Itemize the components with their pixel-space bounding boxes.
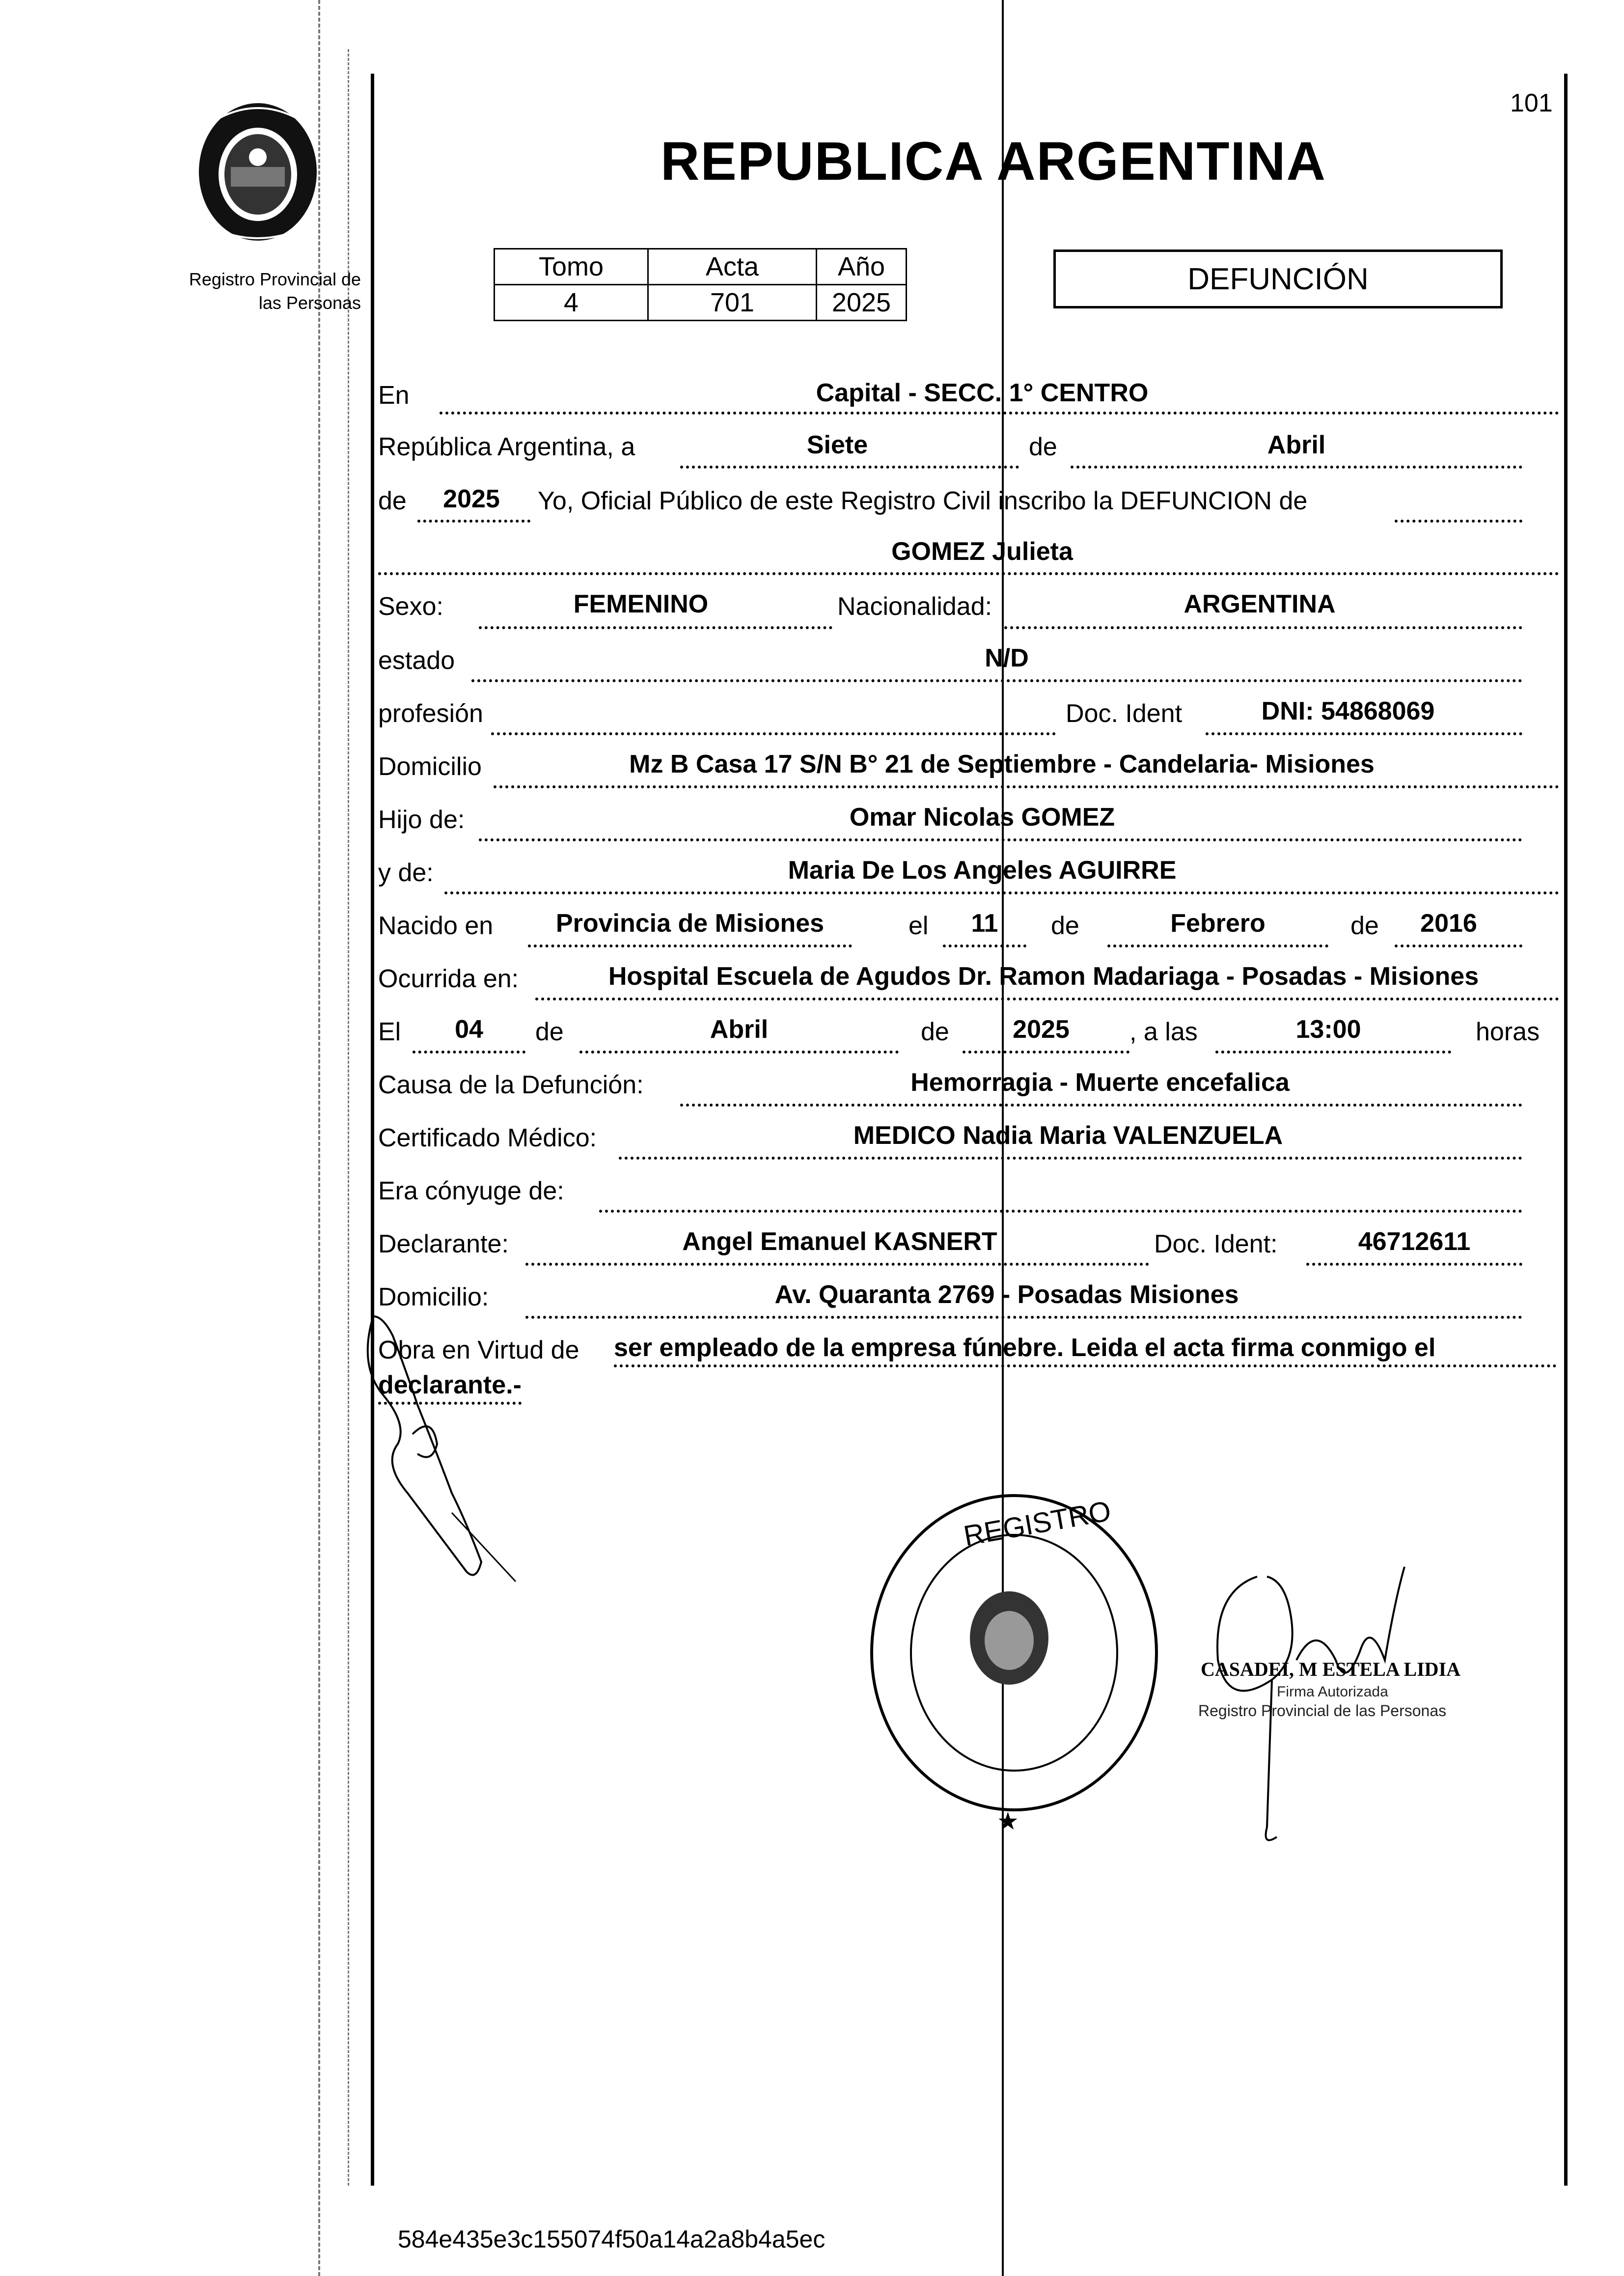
dotted-line xyxy=(525,1316,1522,1319)
obra-value: ser empleado de la empresa fúnebre. Leida el acta firma conmigo el xyxy=(614,1333,1557,1367)
declarante-label: Declarante: xyxy=(378,1230,509,1258)
document-type: DEFUNCIÓN xyxy=(1187,262,1369,296)
dotted-line xyxy=(599,1210,1522,1213)
profesion-label: profesión xyxy=(378,699,483,728)
en-label: En xyxy=(378,381,410,410)
sexo-label: Sexo: xyxy=(378,592,443,621)
conyuge-label: Era cónyuge de: xyxy=(378,1177,564,1205)
official-registry-seal xyxy=(862,1491,1166,1834)
dotted-line xyxy=(440,412,1559,415)
el-label: el xyxy=(908,912,929,940)
nacionalidad-value: ARGENTINA xyxy=(1184,590,1336,618)
dotted-line xyxy=(1395,944,1522,947)
causa-value: Hemorragia - Muerte encefalica xyxy=(910,1068,1290,1097)
republica-label: República Argentina, a xyxy=(378,433,635,461)
dotted-line xyxy=(494,785,1559,788)
domicilio-label: Domicilio xyxy=(378,752,482,781)
estado-value: N/D xyxy=(985,644,1029,672)
nac-mes: Febrero xyxy=(1170,909,1266,938)
page-left-border xyxy=(371,74,374,2186)
dotted-line xyxy=(413,1051,525,1054)
dotted-line xyxy=(579,1051,899,1054)
dotted-line xyxy=(1215,1051,1451,1054)
anio-header: Año xyxy=(817,249,907,285)
nacido-label: Nacido en xyxy=(378,912,494,940)
alas-label: , a las xyxy=(1129,1018,1198,1046)
domicilio-value: Mz B Casa 17 S/N B° 21 de Septiembre - Candelaria- Misiones xyxy=(629,750,1375,778)
de-label: de xyxy=(1029,433,1057,461)
dotted-line xyxy=(1206,732,1522,735)
dotted-line xyxy=(479,626,832,629)
tomo-header: Tomo xyxy=(495,249,648,285)
dotted-line xyxy=(525,1263,1149,1266)
domicilio2-label: Domicilio: xyxy=(378,1283,489,1311)
nac-anio: 2016 xyxy=(1420,909,1477,938)
nombre-value: GOMEZ Julieta xyxy=(891,537,1073,566)
dotted-line xyxy=(963,1051,1129,1054)
de3-label: de xyxy=(1051,912,1079,940)
margin-dashed-line xyxy=(318,0,320,2276)
declarante-signature xyxy=(354,1306,540,1591)
page-title: REPUBLICA ARGENTINA xyxy=(661,131,1326,192)
hijo-value: Omar Nicolas GOMEZ xyxy=(849,803,1115,832)
yde-value: Maria De Los Angeles AGUIRRE xyxy=(788,856,1177,885)
dotted-line xyxy=(1071,466,1522,469)
en-value: Capital - SECC. 1° CENTRO xyxy=(816,379,1149,407)
ocurrida-label: Ocurrida en: xyxy=(378,965,519,993)
obra-value-2: declarante.- xyxy=(378,1370,522,1405)
dotted-line xyxy=(491,732,1056,735)
dotted-line xyxy=(417,520,530,523)
margin-dashed-line-2 xyxy=(348,49,349,2186)
anio-value: 2025 xyxy=(817,285,907,321)
nacionalidad-label: Nacionalidad: xyxy=(837,592,992,621)
mes-value: Abril xyxy=(1267,431,1326,459)
dotted-line xyxy=(378,572,1559,575)
document-hash: 584e435e3c155074f50a14a2a8b4a5ec xyxy=(398,2225,826,2253)
signatory-name: CASADEI, M ESTELA LIDIA xyxy=(1201,1658,1461,1680)
doc-label: Doc. Ident xyxy=(1066,699,1183,728)
hijo-label: Hijo de: xyxy=(378,805,465,834)
sexo-value: FEMENINO xyxy=(573,590,709,618)
de6-label: de xyxy=(921,1018,949,1046)
misiones-coat-of-arms-logo xyxy=(184,93,331,246)
oc-dia: 04 xyxy=(455,1015,483,1044)
dotted-line xyxy=(1306,1263,1522,1266)
anio-registro-value: 2025 xyxy=(443,485,500,513)
dotted-line xyxy=(1107,944,1328,947)
dotted-line xyxy=(535,998,1559,1000)
acta-table xyxy=(494,248,907,321)
el2-label: El xyxy=(378,1018,401,1046)
causa-label: Causa de la Defunción: xyxy=(378,1071,644,1099)
declarante-value: Angel Emanuel KASNERT xyxy=(682,1227,997,1256)
dotted-line xyxy=(444,891,1559,894)
de4-label: de xyxy=(1350,912,1379,940)
dotted-line xyxy=(479,838,1522,841)
page-right-border xyxy=(1564,74,1568,2186)
doc2-label: Doc. Ident: xyxy=(1154,1230,1278,1258)
nac-dia: 11 xyxy=(971,909,998,938)
ocurrida-value: Hospital Escuela de Agudos Dr. Ramon Madariaga - Posadas - Misiones xyxy=(608,962,1479,991)
tomo-value: 4 xyxy=(495,285,648,321)
dotted-line xyxy=(528,944,852,947)
oc-hora: 13:00 xyxy=(1295,1015,1361,1044)
dotted-line xyxy=(680,1104,1522,1107)
svg-text:REGISTRO: REGISTRO xyxy=(961,1495,1114,1553)
signatory-role: Firma Autorizada xyxy=(1277,1684,1388,1700)
page-number: 101 xyxy=(1510,89,1553,117)
yde-label: y de: xyxy=(378,859,434,887)
acta-value: 701 xyxy=(648,285,817,321)
de5-label: de xyxy=(535,1018,564,1046)
dotted-line xyxy=(1004,626,1522,629)
oc-mes: Abril xyxy=(710,1015,769,1044)
dia-value: Siete xyxy=(806,431,868,459)
dotted-line xyxy=(680,466,1019,469)
horas-label: horas xyxy=(1476,1018,1540,1046)
domicilio2-value: Av. Quaranta 2769 - Posadas Misiones xyxy=(774,1280,1239,1309)
certificado-value: MEDICO Nadia Maria VALENZUELA xyxy=(853,1121,1283,1150)
nacido-value: Provincia de Misiones xyxy=(555,909,825,938)
signatory-org: Registro Provincial de las Personas xyxy=(1198,1702,1447,1720)
dotted-line xyxy=(943,944,1026,947)
de2-label: de xyxy=(378,487,407,515)
dotted-line xyxy=(471,679,1522,682)
doc-value: DNI: 54868069 xyxy=(1261,697,1435,725)
acta-header: Acta xyxy=(648,249,817,285)
registro-provincial-label: Registro Provincial de las Personas xyxy=(189,269,361,313)
doc2-value: 46712611 xyxy=(1358,1227,1471,1256)
obra-label: Obra en Virtud de xyxy=(378,1336,579,1364)
dotted-line xyxy=(1395,520,1522,523)
dotted-line xyxy=(619,1157,1522,1160)
oc-anio: 2025 xyxy=(1013,1015,1070,1044)
certificado-label: Certificado Médico: xyxy=(378,1124,597,1152)
yo-text: Yo, Oficial Público de este Registro Civil inscribo la DEFUNCION de xyxy=(538,487,1308,515)
document-type-box xyxy=(1053,250,1503,308)
svg-text:★: ★ xyxy=(997,1807,1019,1835)
estado-label: estado xyxy=(378,646,455,675)
